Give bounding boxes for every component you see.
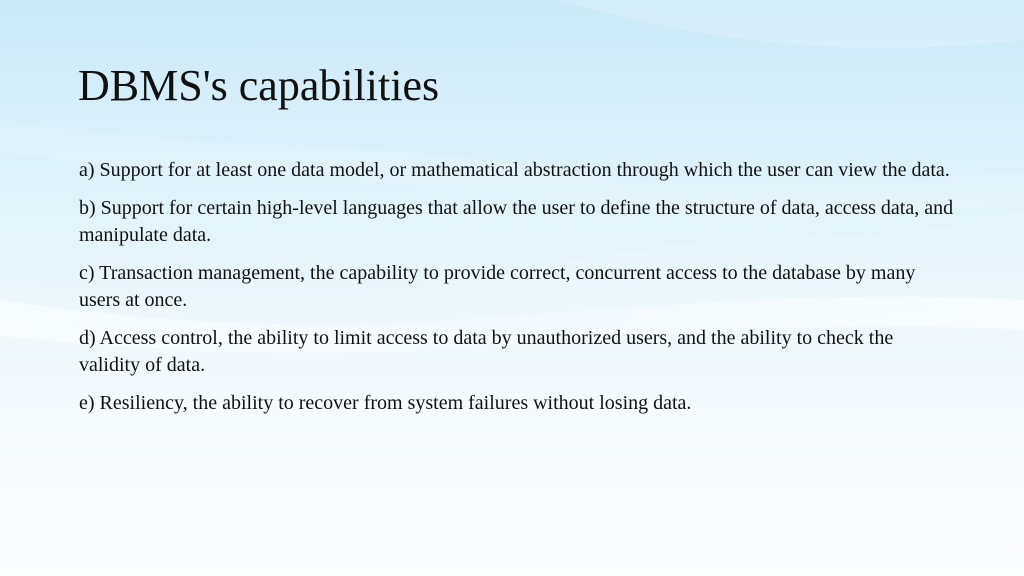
capabilities-list [79, 157, 959, 428]
list-item: a) Support for at least one data model, or mathematical abstraction through which the user can view the data. [79, 159, 950, 181]
list-item: b) Support for certain high-level languages that allow the user to define the structure of data, access data, and manipulate data. [79, 197, 954, 246]
list-item: c) Transaction management, the capability to provide correct, concurrent access to the database by many users at once. [79, 262, 916, 311]
list-item: e) Resiliency, the ability to recover from system failures without losing data. [79, 392, 692, 414]
list-item: d) Access control, the ability to limit access to data by unauthorized users, and the ability to check the validity of data. [79, 327, 894, 376]
slide-title: DBMS's capabilities [78, 61, 440, 110]
